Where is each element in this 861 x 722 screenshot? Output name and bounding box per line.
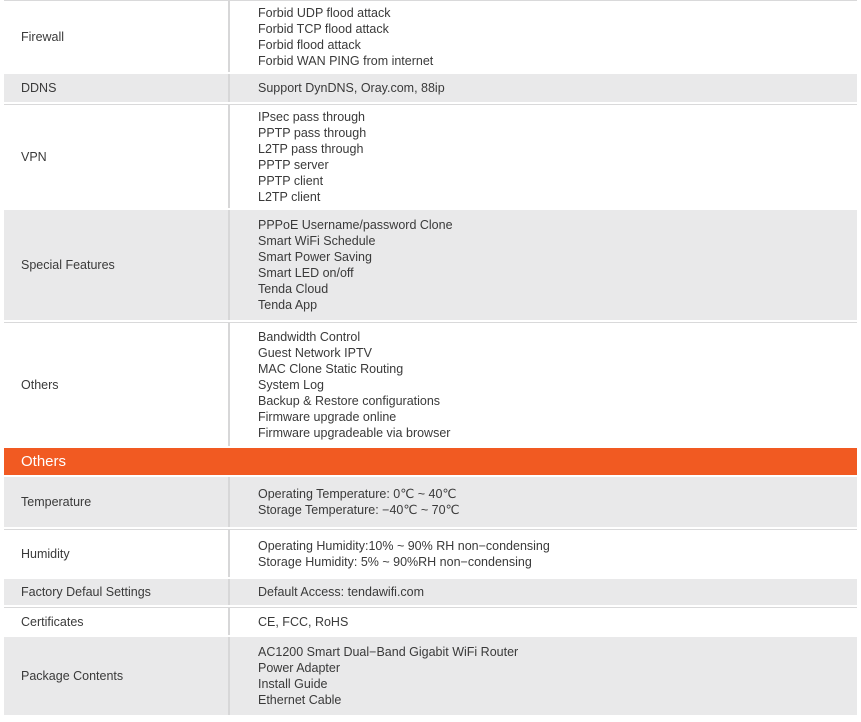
spec-value-line: Forbid TCP flood attack bbox=[258, 21, 389, 36]
section-header-others bbox=[4, 448, 857, 477]
spec-value-line: Ethernet Cable bbox=[258, 693, 342, 707]
spec-row-vpn bbox=[4, 104, 857, 210]
spec-value bbox=[230, 579, 857, 605]
spec-value bbox=[230, 74, 857, 102]
spec-value bbox=[230, 0, 857, 72]
spec-value-line: PPTP client bbox=[258, 173, 324, 188]
spec-label: Firewall bbox=[4, 0, 230, 72]
spec-label: Special Features bbox=[4, 210, 230, 320]
spec-value-line: Smart Power Saving bbox=[258, 250, 372, 264]
spec-value-line: PPTP server bbox=[258, 157, 329, 172]
spec-value-line: CE, FCC, RoHS bbox=[258, 614, 349, 629]
spec-value-line: Firmware upgrade online bbox=[258, 409, 397, 424]
spec-value-line: Storage Temperature: −40℃ ~ 70℃ bbox=[258, 503, 460, 517]
spec-row-factory-defaul-settings bbox=[4, 579, 857, 607]
spec-value-line: System Log bbox=[258, 377, 325, 392]
spec-value-line: Storage Humidity: 5% ~ 90%RH non−condensing bbox=[258, 554, 532, 569]
spec-value bbox=[230, 210, 857, 320]
spec-value-line: L2TP client bbox=[258, 189, 321, 204]
spec-table bbox=[4, 0, 857, 717]
spec-row-special-features bbox=[4, 210, 857, 322]
spec-value-line: Firmware upgradeable via browser bbox=[258, 425, 451, 440]
spec-value-line: Power Adapter bbox=[258, 661, 340, 675]
spec-value bbox=[230, 477, 857, 527]
spec-label: VPN bbox=[4, 104, 230, 208]
spec-value-line: IPsec pass through bbox=[258, 109, 366, 124]
spec-value-line: Operating Temperature: 0℃ ~ 40℃ bbox=[258, 487, 457, 501]
spec-row-others bbox=[4, 322, 857, 448]
spec-rows-top bbox=[4, 0, 857, 448]
spec-value-line: Tenda Cloud bbox=[258, 282, 329, 296]
spec-label: Temperature bbox=[4, 477, 230, 527]
spec-value-line: Forbid UDP flood attack bbox=[258, 5, 391, 20]
spec-value-line: Smart LED on/off bbox=[258, 266, 354, 280]
section-header-title: Others bbox=[21, 453, 67, 470]
spec-row-temperature bbox=[4, 477, 857, 529]
spec-value bbox=[230, 637, 857, 715]
spec-value-line: Backup & Restore configurations bbox=[258, 393, 441, 408]
spec-label: Certificates bbox=[4, 607, 230, 635]
spec-value-line: PPTP pass through bbox=[258, 125, 367, 140]
spec-value-line: Support DynDNS, Oray.com, 88ip bbox=[258, 81, 445, 95]
spec-value-line: Tenda App bbox=[258, 298, 318, 312]
spec-value-line: Default Access: tendawifi.com bbox=[258, 585, 425, 599]
spec-value-line: Bandwidth Control bbox=[258, 329, 361, 344]
spec-value bbox=[230, 322, 857, 446]
spec-label: DDNS bbox=[4, 74, 230, 102]
spec-value-line: Forbid WAN PING from internet bbox=[258, 53, 434, 68]
spec-value-line: Operating Humidity:10% ~ 90% RH non−condensing bbox=[258, 538, 550, 553]
spec-value bbox=[230, 529, 857, 577]
spec-value-line: L2TP pass through bbox=[258, 141, 364, 156]
spec-label: Humidity bbox=[4, 529, 230, 577]
spec-value-line: Smart WiFi Schedule bbox=[258, 234, 376, 248]
spec-label: Factory Defaul Settings bbox=[4, 579, 230, 605]
spec-label: Package Contents bbox=[4, 637, 230, 715]
spec-value-line: PPPoE Username/password Clone bbox=[258, 218, 453, 232]
spec-row-firewall bbox=[4, 0, 857, 74]
spec-row-certificates bbox=[4, 607, 857, 637]
spec-row-package-contents bbox=[4, 637, 857, 717]
spec-value-line: AC1200 Smart Dual−Band Gigabit WiFi Router bbox=[258, 645, 519, 659]
spec-value bbox=[230, 104, 857, 208]
spec-label: Others bbox=[4, 322, 230, 446]
spec-value bbox=[230, 607, 857, 635]
spec-value-line: MAC Clone Static Routing bbox=[258, 361, 404, 376]
spec-row-ddns bbox=[4, 74, 857, 104]
spec-rows-bottom bbox=[4, 477, 857, 717]
spec-row-humidity bbox=[4, 529, 857, 579]
spec-value-line: Forbid flood attack bbox=[258, 37, 361, 52]
spec-value-line: Install Guide bbox=[258, 677, 328, 691]
spec-value-line: Guest Network IPTV bbox=[258, 345, 372, 360]
